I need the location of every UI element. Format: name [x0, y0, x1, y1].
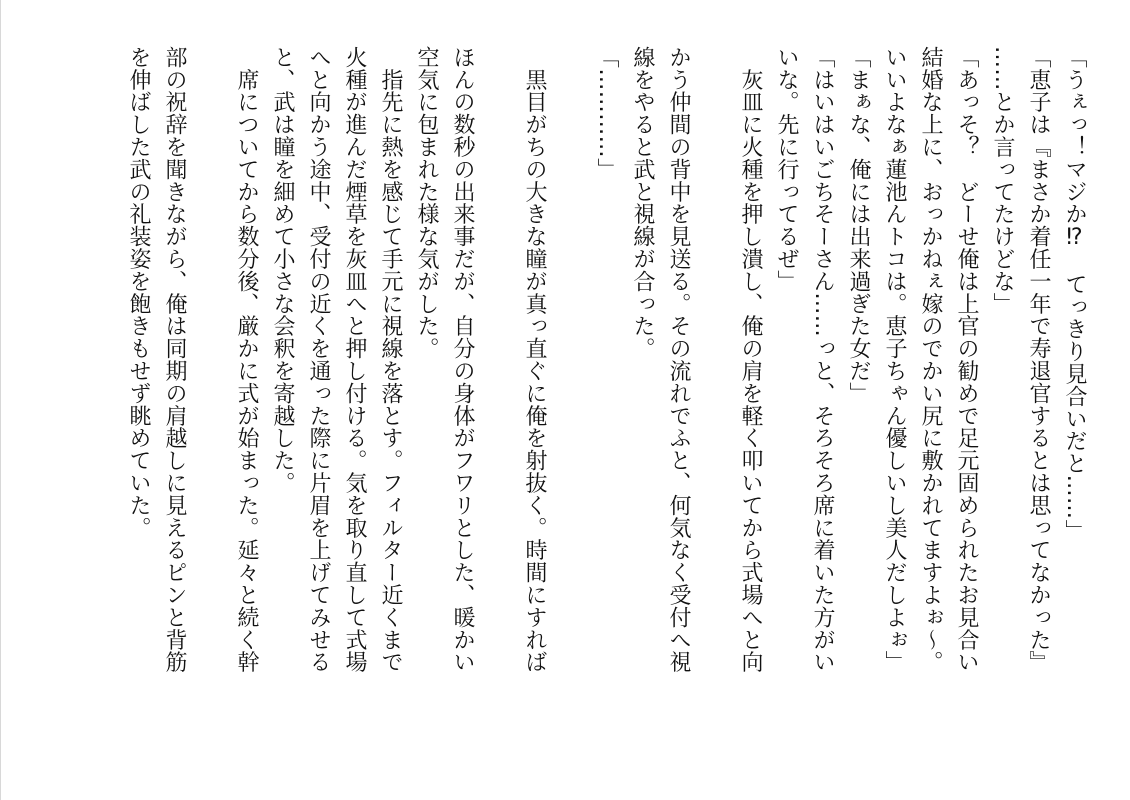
- text-line-11: かう仲間の背中を見送る。その流れでふと、何気なく受付へ視: [666, 46, 691, 674]
- text-line-15: ほんの数秒の出来事だが、自分の身体がフワリとした、暖かい: [450, 46, 475, 674]
- text-line-9: いな。先に行ってるぜ」: [774, 46, 799, 293]
- text-line-23: を伸ばした武の礼装姿を飽きもせず眺めていた。: [126, 46, 151, 539]
- text-line-21: 席についてから数分後、厳かに式が始まった。延々と続く幹: [234, 46, 259, 674]
- text-line-4: 「あっそ？ どーせ俺は上官の勧めで足元固められたお見合い: [954, 46, 979, 674]
- text-line-13: 「…………」: [594, 46, 619, 181]
- vertical-text-body: [12, 46, 1092, 766]
- text-line-8: 「はいはいごちそーさん……っと、そろそろ席に着いた方がい: [810, 46, 835, 674]
- text-line-3: ……とか言ってたけどな」: [990, 46, 1015, 315]
- text-line-1: 「うぇっ！マジか⁉ てっきり見合いだと……」: [1062, 46, 1087, 542]
- text-line-19: へと向かう途中、受付の近くを通った際に片眉を上げてみせる: [306, 46, 331, 674]
- text-line-5: 結婚な上に、おっかねぇ嫁のでかい尻に敷かれてますよぉ～。: [918, 46, 943, 674]
- text-line-2: 「恵子は『まさか着任一年で寿退官するとは思ってなかった』: [1026, 46, 1051, 674]
- text-line-18: 火種が進んだ煙草を灰皿へと押し付ける。気を取り直して式場: [342, 46, 367, 674]
- text-line-20: と、武は瞳を細めて小さな会釈を寄越した。: [270, 46, 295, 494]
- text-line-22: 部の祝辞を聞きながら、俺は同期の肩越しに見えるピンと背筋: [162, 46, 187, 674]
- text-line-10: 灰皿に火種を押し潰し、俺の肩を軽く叩いてから式場へと向: [738, 46, 763, 674]
- text-line-16: 空気に包まれた様な気がした。: [414, 46, 439, 360]
- text-line-6: いいよなぁ蓮池んトコは。恵子ちゃん優しいし美人だしよぉ」: [882, 46, 907, 674]
- text-line-17: 指先に熱を感じて手元に視線を落とす。フィルター近くまで: [378, 46, 403, 674]
- text-line-7: 「まぁな、俺には出来過ぎた女だ」: [846, 46, 871, 405]
- text-line-14: 黒目がちの大きな瞳が真っ直ぐに俺を射抜く。時間にすれば: [522, 46, 547, 674]
- text-line-12: 線をやると武と視線が合った。: [630, 46, 655, 360]
